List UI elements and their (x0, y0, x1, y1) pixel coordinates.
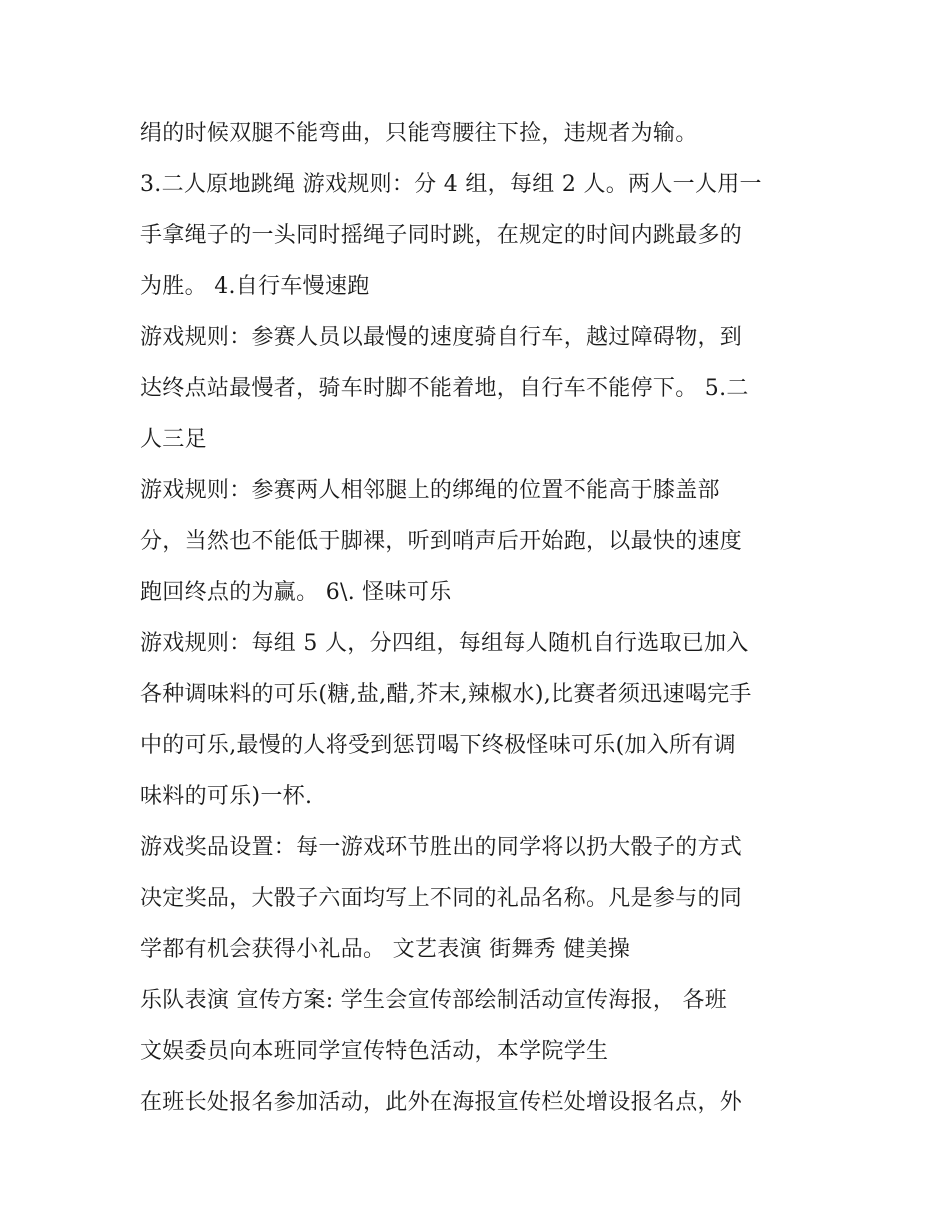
text-line: 各种调味料的可乐(糖,盐,醋,芥末,辣椒水),比赛者须迅速喝完手 (140, 682, 752, 707)
text-line: 游戏规则：参赛人员以最慢的速度骑自行车，越过障碍物，到 (140, 325, 743, 350)
text-line: 乐队表演 宣传方案: 学生会宣传部绘制活动宣传海报， 各班 (140, 988, 728, 1013)
text-line: 学都有机会获得小礼品。 文艺表演 街舞秀 健美操 (140, 937, 631, 962)
text-line: 为胜。 4.自行车慢速跑 (140, 274, 370, 299)
text-line: 分，当然也不能低于脚裸，听到哨声后开始跑，以最快的速度 (140, 529, 743, 554)
text-line: 达终点站最慢者，骑车时脚不能着地，自行车不能停下。 5.二 (140, 376, 749, 401)
text-line: 3.二人原地跳绳 游戏规则：分 4 组，每组 2 人。两人一人用一 (140, 172, 762, 197)
text-line: 跑回终点的为赢。 6\. 怪味可乐 (140, 580, 452, 605)
text-line: 游戏规则：每组 5 人，分四组，每组每人随机自行选取已加入 (140, 631, 749, 656)
text-line: 游戏奖品设置：每一游戏环节胜出的同学将以扔大骰子的方式 (140, 835, 743, 860)
document-text (140, 108, 830, 1128)
text-line: 绢的时候双腿不能弯曲，只能弯腰往下捡，违规者为输。 (140, 121, 698, 146)
text-line: 人三足 (140, 427, 207, 452)
text-line: 决定奖品，大骰子六面均写上不同的礼品名称。凡是参与的同 (140, 886, 743, 911)
text-line: 文娱委员向本班同学宣传特色活动，本学院学生 (140, 1039, 609, 1064)
text-line: 在班长处报名参加活动，此外在海报宣传栏处增设报名点，外 (140, 1090, 743, 1115)
text-line: 手拿绳子的一头同时摇绳子同时跳，在规定的时间内跳最多的 (140, 223, 743, 248)
text-line: 游戏规则：参赛两人相邻腿上的绑绳的位置不能高于膝盖部 (140, 478, 720, 503)
text-line: 中的可乐,最慢的人将受到惩罚喝下终极怪味可乐(加入所有调 (140, 733, 736, 758)
text-line: 味料的可乐)一杯. (140, 784, 313, 809)
